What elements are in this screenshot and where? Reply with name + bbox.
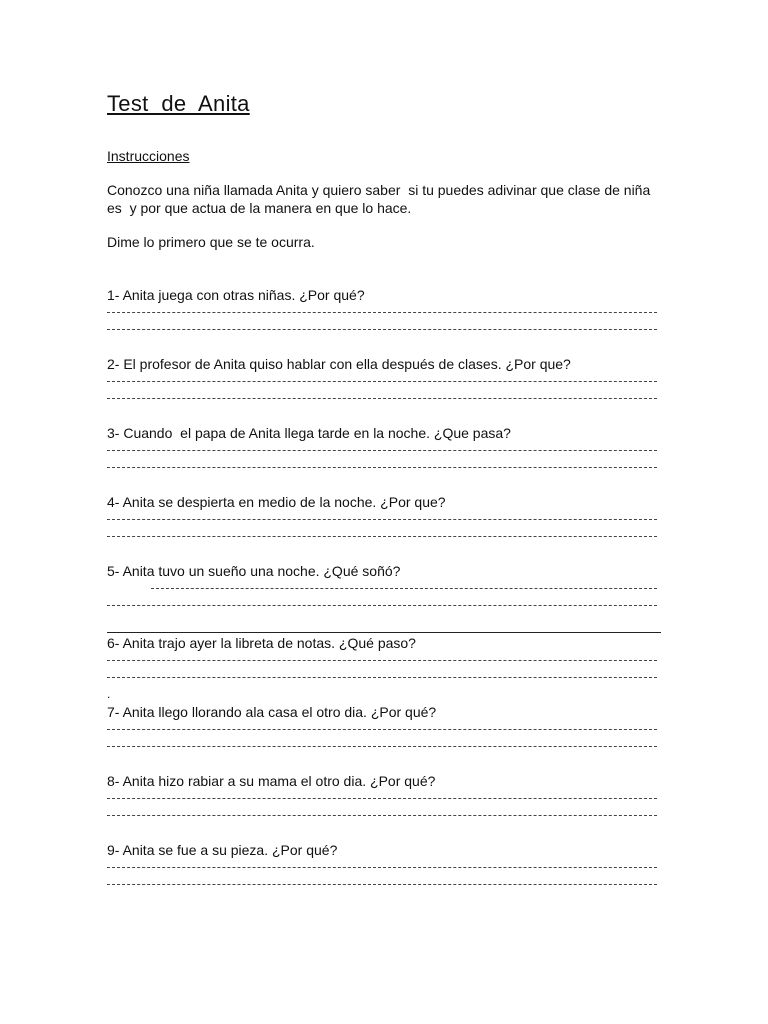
answer-line[interactable] — [107, 746, 657, 747]
answer-line[interactable] — [107, 798, 657, 799]
answer-line[interactable] — [107, 867, 657, 868]
solid-divider — [107, 632, 661, 633]
answer-line[interactable] — [107, 729, 657, 730]
answer-line[interactable] — [107, 677, 657, 678]
answer-line[interactable] — [107, 815, 657, 816]
question-1 — [107, 286, 663, 330]
question-text: 1- Anita juega con otras niñas. ¿Por qué? — [107, 287, 365, 303]
question-5 — [107, 562, 663, 606]
answer-line[interactable] — [107, 884, 657, 885]
answer-line[interactable] — [107, 312, 657, 313]
question-text: 8- Anita hizo rabiar a su mama el otro dia. ¿Por qué? — [107, 773, 436, 789]
question-2 — [107, 355, 663, 399]
answer-line[interactable] — [107, 467, 657, 468]
worksheet-page — [107, 0, 663, 1024]
question-text: 6- Anita trajo ayer la libreta de notas. ¿Qué paso? — [107, 635, 416, 651]
answer-line[interactable] — [151, 588, 657, 589]
answer-line[interactable] — [107, 398, 657, 399]
question-7 — [107, 703, 663, 747]
question-text: 3- Cuando el papa de Anita llega tarde en la noche. ¿Que pasa? — [107, 425, 511, 441]
question-text: 5- Anita tuvo un sueño una noche. ¿Qué soñó? — [107, 563, 401, 579]
answer-line[interactable] — [107, 660, 657, 661]
answer-line[interactable] — [107, 536, 657, 537]
stray-dot: . — [107, 687, 111, 701]
question-9 — [107, 841, 663, 885]
prompt-text: Dime lo primero que se te ocurra. — [107, 234, 315, 250]
answer-line[interactable] — [107, 605, 657, 606]
answer-line[interactable] — [107, 450, 657, 451]
question-3 — [107, 424, 663, 468]
answer-line[interactable] — [107, 329, 657, 330]
question-8 — [107, 772, 663, 816]
instructions-heading: Instrucciones — [107, 148, 190, 164]
intro-paragraph: Conozco una niña llamada Anita y quiero saber si tu puedes adivinar que clase de niña es y por que actua de la manera en que lo hace. — [107, 182, 655, 216]
answer-line[interactable] — [107, 519, 657, 520]
question-text: 4- Anita se despierta en medio de la noche. ¿Por que? — [107, 494, 446, 510]
document-title: Test de Anita — [107, 91, 250, 116]
question-text: 7- Anita llego llorando ala casa el otro dia. ¿Por qué? — [107, 704, 437, 720]
answer-line[interactable] — [107, 381, 657, 382]
question-4 — [107, 493, 663, 537]
question-6 — [107, 634, 663, 678]
question-text: 9- Anita se fue a su pieza. ¿Por qué? — [107, 842, 338, 858]
question-text: 2- El profesor de Anita quiso hablar con ella después de clases. ¿Por que? — [107, 356, 571, 372]
